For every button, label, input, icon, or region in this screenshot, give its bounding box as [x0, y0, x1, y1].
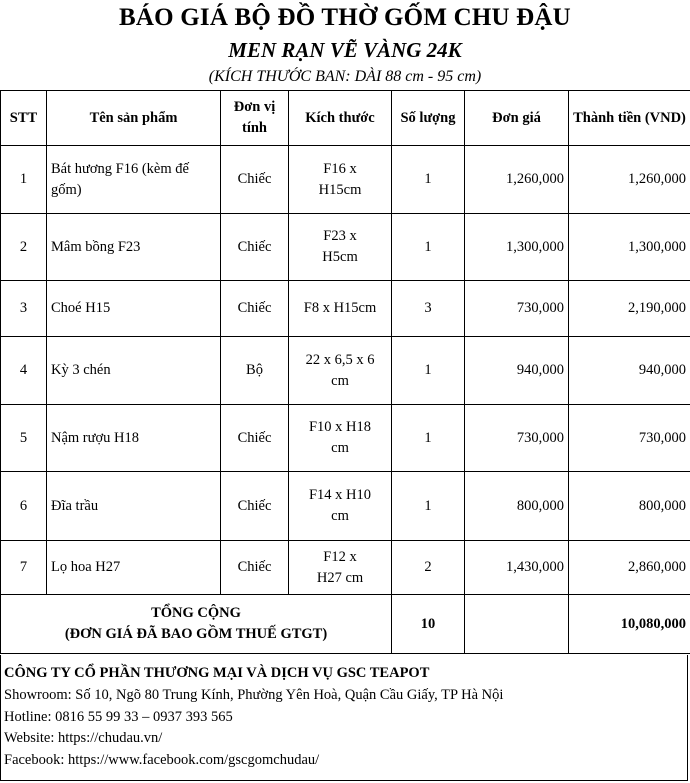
- cell-qty: 1: [392, 214, 465, 281]
- cell-qty: 1: [392, 472, 465, 541]
- cell-total: 1,300,000: [569, 214, 690, 281]
- cell-total: 2,190,000: [569, 281, 690, 337]
- company-name: CÔNG TY CỔ PHẦN THƯƠNG MẠI VÀ DỊCH VỤ GSC TEAPOT: [4, 665, 430, 681]
- cell-unit: Chiếc: [221, 146, 289, 214]
- total-empty-cell: [465, 595, 569, 654]
- cell-price: 1,430,000: [465, 541, 569, 595]
- cell-size: F8 x H15cm: [289, 281, 392, 337]
- size-note: (KÍCH THƯỚC BAN: DÀI 88 cm - 95 cm): [208, 68, 482, 85]
- table-row: [1, 405, 690, 472]
- cell-unit: Chiếc: [221, 472, 289, 541]
- cell-unit: Chiếc: [221, 281, 289, 337]
- total-label-cell: [1, 595, 392, 654]
- price-table: [0, 90, 690, 654]
- cell-size: F12 x H27 cm: [289, 541, 392, 595]
- cell-name: Đĩa trầu: [47, 472, 221, 541]
- cell-stt: 5: [1, 405, 47, 472]
- cell-total: 2,860,000: [569, 541, 690, 595]
- col-header-qty: Số lượng: [392, 91, 465, 146]
- total-amount: 10,080,000: [569, 595, 690, 654]
- cell-stt: 6: [1, 472, 47, 541]
- cell-qty: 1: [392, 337, 465, 405]
- cell-name: Mâm bồng F23: [47, 214, 221, 281]
- cell-total: 730,000: [569, 405, 690, 472]
- cell-total: 800,000: [569, 472, 690, 541]
- col-header-price: Đơn giá: [465, 91, 569, 146]
- table-row: [1, 146, 690, 214]
- cell-stt: 1: [1, 146, 47, 214]
- cell-size: F14 x H10 cm: [289, 472, 392, 541]
- cell-unit: Chiếc: [221, 405, 289, 472]
- cell-total: 940,000: [569, 337, 690, 405]
- page-title: BÁO GIÁ BỘ ĐỒ THỜ GỐM CHU ĐẬU: [119, 4, 571, 31]
- cell-stt: 3: [1, 281, 47, 337]
- cell-size: F23 x H5cm: [289, 214, 392, 281]
- total-row: [1, 595, 690, 654]
- cell-unit: Chiếc: [221, 214, 289, 281]
- cell-size: 22 x 6,5 x 6 cm: [289, 337, 392, 405]
- cell-price: 1,300,000: [465, 214, 569, 281]
- cell-total: 1,260,000: [569, 146, 690, 214]
- col-header-total: Thành tiền (VND): [569, 91, 690, 146]
- cell-stt: 7: [1, 541, 47, 595]
- website-link[interactable]: Website: https://chudau.vn/: [4, 730, 163, 746]
- cell-name: Nậm rượu H18: [47, 405, 221, 472]
- cell-qty: 2: [392, 541, 465, 595]
- showroom-address: Showroom: Số 10, Ngõ 80 Trung Kính, Phường Yên Hoà, Quận Cầu Giấy, TP Hà Nội: [4, 687, 504, 703]
- cell-qty: 3: [392, 281, 465, 337]
- cell-unit: Chiếc: [221, 541, 289, 595]
- cell-qty: 1: [392, 146, 465, 214]
- col-header-size: Kích thước: [289, 91, 392, 146]
- cell-price: 730,000: [465, 405, 569, 472]
- cell-price: 1,260,000: [465, 146, 569, 214]
- total-qty: 10: [392, 595, 465, 654]
- cell-name: Lọ hoa H27: [47, 541, 221, 595]
- col-header-unit: Đơn vị tính: [221, 91, 289, 146]
- cell-unit: Bộ: [221, 337, 289, 405]
- cell-price: 940,000: [465, 337, 569, 405]
- cell-name: Choé H15: [47, 281, 221, 337]
- cell-stt: 2: [1, 214, 47, 281]
- cell-qty: 1: [392, 405, 465, 472]
- cell-price: 800,000: [465, 472, 569, 541]
- facebook-link[interactable]: Facebook: https://www.facebook.com/gscgomchudau/: [4, 751, 320, 768]
- cell-stt: 4: [1, 337, 47, 405]
- table-row: [1, 214, 690, 281]
- table-row: [1, 337, 690, 405]
- table-row: [1, 541, 690, 595]
- table-row: [1, 472, 690, 541]
- total-label: TỔNG CỘNG: [151, 605, 241, 621]
- cell-price: 730,000: [465, 281, 569, 337]
- cell-size: F10 x H18 cm: [289, 405, 392, 472]
- col-header-name: Tên sản phẩm: [47, 91, 221, 146]
- company-footer: [0, 655, 688, 781]
- total-sublabel: (ĐƠN GIÁ ĐÃ BAO GỒM THUẾ GTGT): [64, 626, 328, 642]
- table-row: [1, 281, 690, 337]
- cell-name: Bát hương F16 (kèm đế gốm): [47, 146, 221, 214]
- col-header-stt: STT: [1, 91, 47, 146]
- table-header-row: [1, 91, 690, 146]
- cell-size: F16 x H15cm: [289, 146, 392, 214]
- hotline: Hotline: 0816 55 99 33 – 0937 393 565: [4, 708, 233, 725]
- cell-name: Kỳ 3 chén: [47, 337, 221, 405]
- page-subtitle: MEN RẠN VẼ VÀNG 24K: [228, 38, 462, 62]
